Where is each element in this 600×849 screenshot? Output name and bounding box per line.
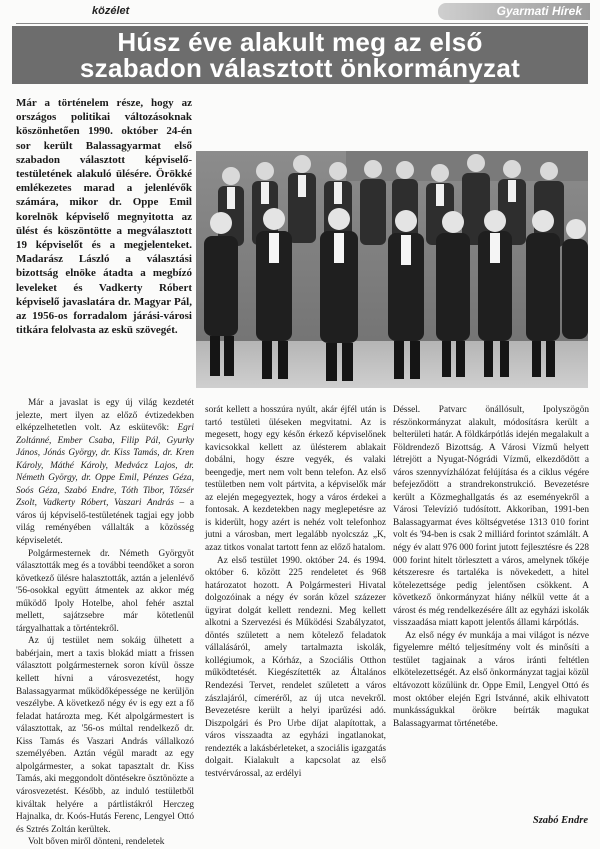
article-author: Szabó Endre — [532, 815, 588, 826]
article-title — [12, 29, 588, 81]
title-line-1: Húsz éve alakult meg az első — [117, 27, 483, 57]
article-lead: Már a történelem része, hogy az országos politikai változásoknak köszönhetően 1990. október 24-én sor került Balassagyarmat első szabadon választott képviselő-testületének alakuló ülésére. Örökké emlékezetes marad a jelenlévők számára, mikor dr. Oppe Emil korelnök képviselő megnyitotta az ülést és köszöntötte a megválasztott 19 képviselőt és a megjelenteket. Madarász László a választási bizottság elnöke átadta a megbízó leveleket és Vadkerty Róbert képviselő javaslatára dr. Magyar Pál, az 1956-os forradalom járási-városi titkára felolvasta az eskü szövegét. — [16, 97, 192, 337]
masthead-title: Gyarmati Hírek — [496, 4, 582, 18]
paragraph-text: – a város új képviselő-testületének tagjai egy jobb világ reményében vállalták a közösség képviseletét. — [16, 498, 194, 547]
article-column-2 — [205, 404, 386, 780]
group-photo-illustration — [196, 151, 588, 388]
header-rule — [16, 23, 588, 24]
article-column-1 — [16, 397, 194, 849]
paragraph: Az első négy év munkája a mai világot is nézve figyelemre méltó teljesítmény volt és minősíti a testület tagjainak a város iránti feltétlen elkötelezettségét. Az első önkormányzat tagjai közül eltávozott közülünk dr. Oppe Emil, Lengyel Ottó és most október elején Egri Istvánné, akik elhivatott munkásságukkal örökre beírták magukat Balassagyarmat történetébe. — [393, 630, 589, 729]
paragraph-text: Már a javaslat is egy új világ kezdetét jelezte, mert ilyen az előző évtizedekben elképzelhetetlen volt. Az eskütevők: — [16, 398, 194, 434]
section-label: közélet — [92, 5, 130, 17]
paragraph: sorát kellett a hosszúra nyúlt, akár éjfél után is tartó testületi üléseken megvitatni. Az is megesett, hogy egy későn érkező képviselőnek kavicsokkal kellett az ülésterem ablakait dobálni, hogy észre vegyék, és valaki beengedje, mert nem volt benn telefon. Az első testületben nem volt pártvita, a képviselők már az elején megegyeztek, hogy a város érdekei a fontosak. A kezdetekben nagy meglepetésre az is kiderült, hogy azért is nehéz volt telefonhoz jutni a városban, mert legalább nyolcszáz „K, azaz titkos vonalat tartott fenn az előző hatalom. — [205, 405, 386, 554]
paragraph: Az első testület 1990. október 24. és 1994. október 6. között 225 rendeletet és 968 határozatot hozott. A Polgármesteri Hivatal dolgozóinak a négy év során közel százezer ügyirat dolgát kellett rendezni. Meg kellett alkotni a Szervezési és Működési Szabályzatot, döntés született a nem kötelező feladatok vállalásáról, amely tartalmazta iskolák, kollégiumok, a Kórház, a Szociális Otthon működtetését. Kiegészítették az Általános Rendezési Tervet, rendelet született a város zászlajáról, címeréről, az új utca nevekről. Bevezetésre került a helyi iparűzési adó. Diszpolgári és Pro Urbe díjat alapítottak, a város visszaadta az egyházi ingatlanokat, rendezték a lakásbérleteket, a szociális igazgatás dolgait. Kialakult a kapcsolat az első testvérvárossal, az erdélyi — [205, 555, 386, 779]
paragraph: Volt bőven miről dönteni, rendeletek — [28, 837, 165, 848]
page-header — [0, 0, 600, 24]
paragraph: Polgármesternek dr. Németh Györgyöt választották meg és a további teendőket a soron következő ülésre halasztották, aztán a jelenlévő '56-osokkal együtt átmentek az akkor még működő Ipoly Hotelbe, ahol fehér asztal mellett, sajátzsebre már kötetlenül tárgyalhattak a történtekről. — [16, 548, 194, 634]
oath-takers-names: Egri Zoltánné, Ember Csaba, Filip Pál, Gyurky János, Jónás György, dr. Kiss Tamás, dr. Kren Károly, Máthé Károly, Medvácz Lajos, dr. Németh György, dr. Oppe Emil, Pénzes Géza, Soós Géza, Szabó Endre, Tóth Tibor, Tőzsér Zsolt, Vadkerty Róbert, Vaszari András — [16, 423, 194, 509]
paragraph — [16, 397, 194, 548]
group-photo — [196, 151, 588, 388]
paragraph: Az új testület nem sokáig ülhetett a babérjain, mert a taxis blokád miatt a frissen választott polgármesternek soron kívül össze kellett hívni a városvezetést, hogy Balassagyarmat működőképessége ne kerüljön veszélybe. A következő négy év is egy ezt a fő feladat határozta meg. Két alpolgármestert is választottak, az '56-os múltal rendelkező dr. Kiss Tamás és Vaszari András vállalkozó személyében. Aztán végül maradt az egy alpolgármester, a sokat tapasztalt dr. Kiss Tamás, aki meggondolt döntésekre ösztönözte a városvezetést. Később, az induló testületből kiváltak helyére a pártlistákról Herczeg Hajnalka, dr. Koós-Hutás Ferenc, Lengyel Ottó és Sztrés Zoltán kerültek. — [16, 636, 195, 835]
headline-banner — [12, 26, 588, 84]
title-line-2: szabadon választott önkormányzat — [79, 53, 521, 83]
article-column-3 — [393, 404, 589, 730]
masthead-logo — [438, 3, 590, 20]
paragraph: Déssel. Patvarc önállósult, Ipolyszögön részönkormányzat alakult, módosításra került a belterületi határ. A földkárpótlás idején megalakult a Földrendező Bizottság. A Városi Vízmű helyett létrejött a Nyugat-Nógrádi Vízmű, elkezdődött a város szennyvízhálózat felújítása és a ciklus végére befejeződött a strandrekonstrukció. Bevezetésre került a Közmeghallgatás és az eseményekről a Városi Televízió tudósított. Akkoriban, 1991-ben Balassagyarmat éves költségvetése 1313 010 forint volt és '94-ben is csak 2 milliárd forintot számlált. A négy év alatt 976 000 forint jutott fejlesztésre és 228 000 forint hitelt törlesztett a város, amelynek tőkéje kétszeresre és tartaléka is növekedett, a hitel kötelezettsége pedig jelentősen csökkent. A következő önkormányzat hiány nélkül vette át a várost és még rendelkezésére állt az egyházi iskolák visszaadása miatt kapott jelentős állami kárpótlás. — [393, 405, 589, 629]
